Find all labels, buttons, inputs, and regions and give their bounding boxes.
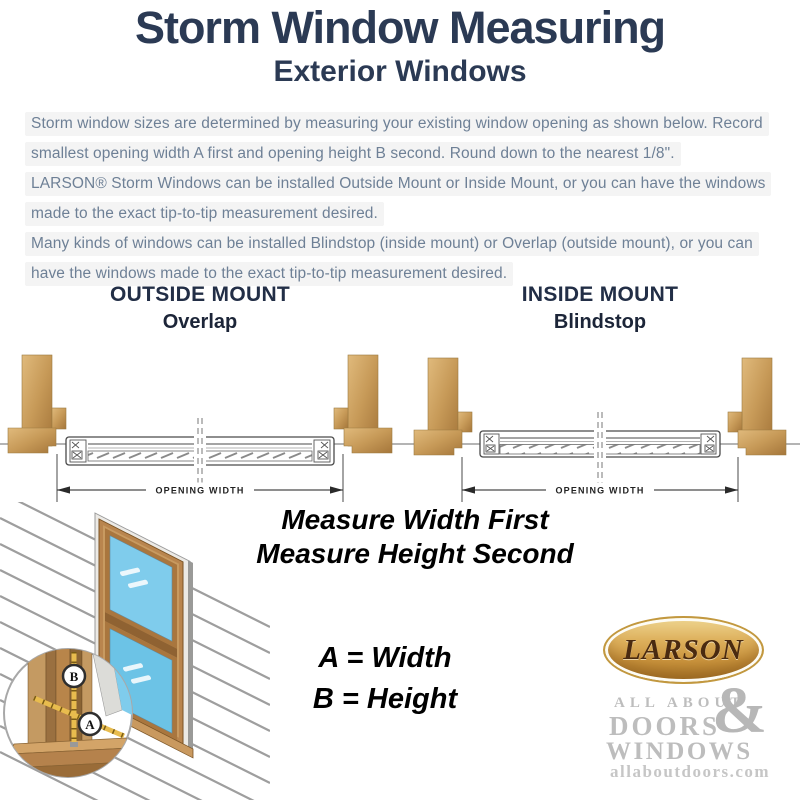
window-illustration <box>0 502 270 800</box>
watermark-ampersand: & <box>712 674 767 747</box>
measure-height-second-text: Measure Height Second <box>256 538 574 569</box>
marker-a-badge <box>79 713 101 735</box>
legend-a-text: A = Width <box>318 642 452 674</box>
inside-mount-cross-section <box>400 350 800 510</box>
right-jamb-wood <box>728 358 786 455</box>
outside-mount-subheading: Overlap <box>162 311 238 333</box>
intro-line: made to the exact tip-to-tip measurement desired. <box>25 202 384 226</box>
watermark-windows: WINDOWS <box>606 738 753 765</box>
inset-wood-boards <box>28 640 92 752</box>
width-marker-label: A <box>85 717 95 732</box>
inside-mount-heading: INSIDE MOUNT <box>521 283 679 306</box>
outside-mount-cross-section <box>0 350 400 510</box>
meeting-centerline <box>194 416 206 488</box>
meeting-centerline <box>594 410 606 486</box>
page-subtitle: Exterior Windows <box>273 55 527 88</box>
left-jamb-wood <box>8 355 66 453</box>
outside-mount-section <box>0 283 400 334</box>
watermark-all-about: ALL ABOUT <box>614 695 746 711</box>
page-title: Storm Window Measuring <box>134 2 666 53</box>
marker-b-badge <box>63 665 85 687</box>
website-text: allaboutdoors.com <box>610 762 771 781</box>
opening-width-label: OPENING WIDTH <box>155 485 245 496</box>
measure-order-note <box>215 503 615 571</box>
height-marker-label: B <box>69 669 79 684</box>
intro-line: have the windows made to the exact tip-to-tip measurement desired. <box>25 262 513 286</box>
intro-line: Many kinds of windows can be installed Blindstop (inside mount) or Overlap (outside mount), or you can <box>25 232 759 256</box>
outside-mount-heading: OUTSIDE MOUNT <box>109 283 291 306</box>
watermark-doors: DOORS <box>609 711 721 741</box>
opening-width-label: OPENING WIDTH <box>555 485 645 496</box>
legend-b-text: B = Height <box>312 683 458 715</box>
measurement-legend <box>280 638 490 720</box>
intro-line: Storm window sizes are determined by measuring your existing window opening as shown below. Record <box>25 112 769 136</box>
inside-mount-section <box>400 283 800 334</box>
larson-logo-text: LARSON <box>623 633 744 666</box>
inside-mount-subheading: Blindstop <box>553 311 647 333</box>
left-jamb-wood <box>414 358 472 455</box>
intro-line: LARSON® Storm Windows can be installed Outside Mount or Inside Mount, or you can have the windows <box>25 172 771 196</box>
intro-text <box>25 112 785 292</box>
right-jamb-wood <box>334 355 392 453</box>
measure-width-first-text: Measure Width First <box>281 504 549 535</box>
intro-line: smallest opening width A first and opening height B second. Round down to the nearest 1/8". <box>25 142 681 166</box>
